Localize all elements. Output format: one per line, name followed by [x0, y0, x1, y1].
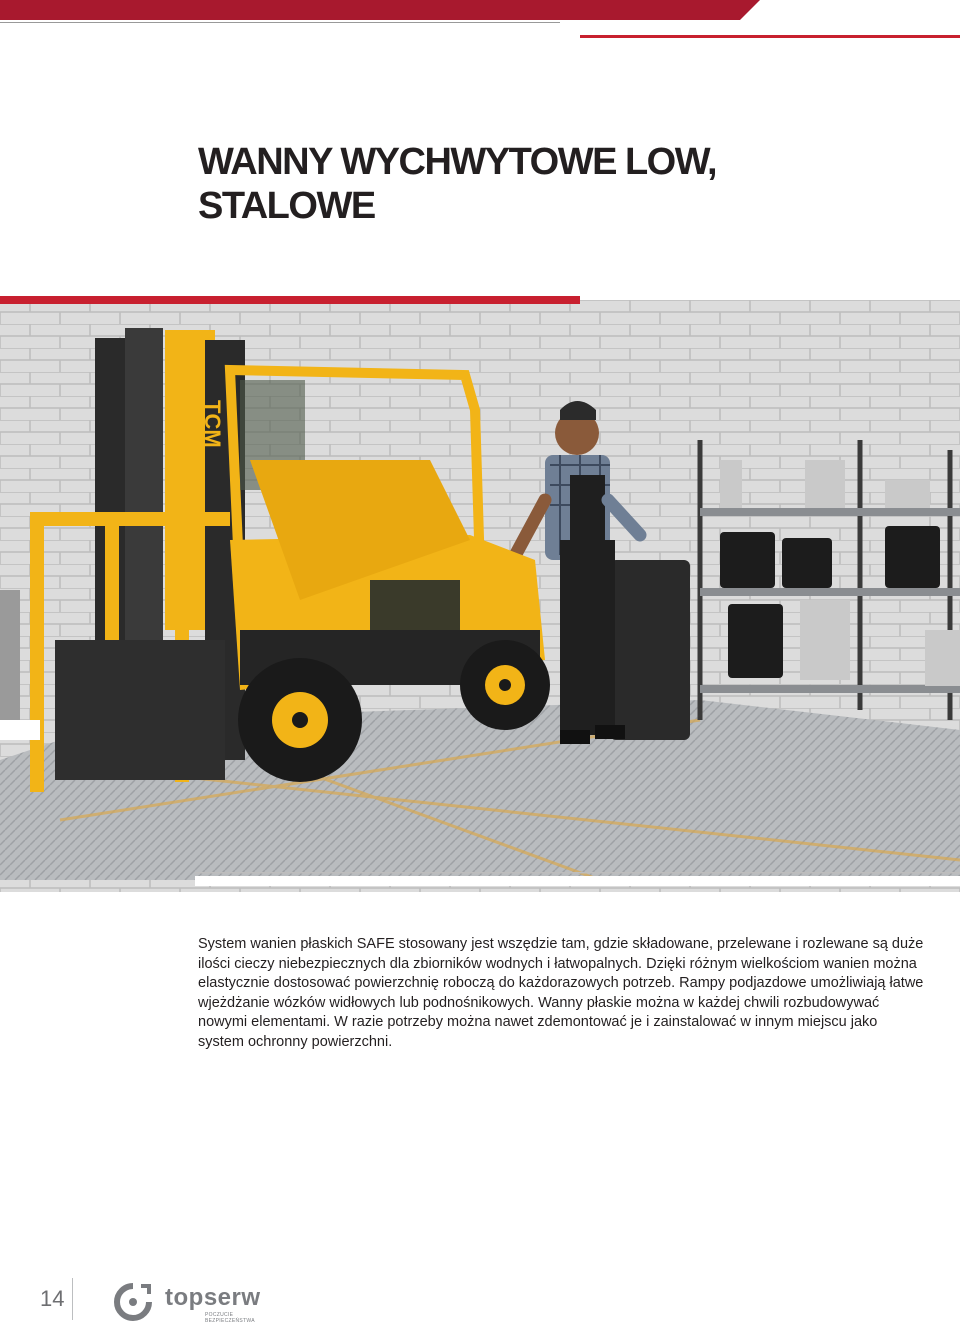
tcm-logo: TCM: [200, 400, 225, 448]
product-photo: [0, 300, 960, 892]
body-paragraph: System wanien płaskich SAFE stosowany jest wszędzie tam, gdzie składowane, przelewane i rozlewane są duże ilości cieczy niebezpiecznych dla zbiorników wodnych i łatwopalnych. Dzięki różnym wielkościom wanien można elastycznie dostosować powierzchnię roboczą do każdorazowych potrzeb. Rampy podjazdowe umożliwiają łatwe wjeżdżanie wózków widłowych lub podnośnikowych. Wanny płaskie można w każdej chwili rozbudowywać nowymi elementami. W razie potrzeby można nawet zdemontować je i zainstalować w innym miejscu jako system ochronny powierzchni.: [198, 936, 924, 1050]
page-title: WANNY WYCHWYTOWE LOW, STALOWE: [198, 141, 717, 227]
logo-tagline: POCZUCIE BEZPIECZEŃSTWA: [205, 1312, 255, 1324]
top-decorative-band: [0, 0, 960, 40]
topserw-logo: [113, 1282, 283, 1322]
page-number: 14: [40, 1286, 65, 1311]
photo-bottom-rule: [0, 870, 960, 890]
topserw-logo-icon: [113, 1282, 153, 1322]
footer-divider: [72, 1278, 73, 1320]
logo-text: topserw: [165, 1284, 261, 1311]
